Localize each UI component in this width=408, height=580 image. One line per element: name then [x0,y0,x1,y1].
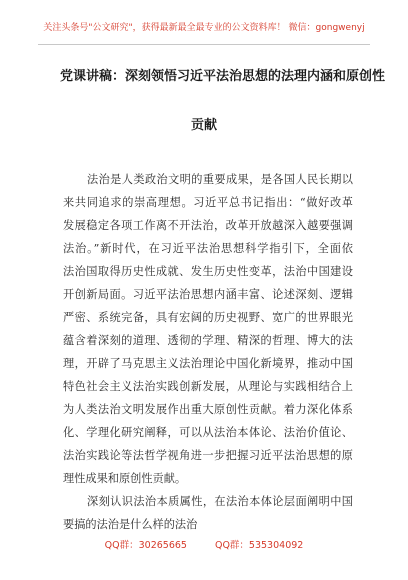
paragraph-line: 法治。”新时代，在习近平法治思想科学指引下，全面依 [63,242,353,255]
paragraph-line: 理性成果和原创性贡献。 [63,472,187,485]
paragraph-line: 发展稳定各项工作离不开法治，改革开放越深入越要强调 [63,219,353,232]
footer-qq-group-1: QQ群：30265665 [104,540,187,551]
paragraph-line: 法治国取得历史性成就、发生历史性变革，法治中国建设 [63,265,353,278]
document-title-continued: 贡献 [190,118,217,133]
paragraph-line: 开创新局面。习近平法治思想内涵丰富、论述深刻、逻辑 [63,288,353,301]
paragraph-line: 严密、系统完备，具有宏阔的历史视野、宽广的世界眼光 [63,311,353,324]
document-title: 党课讲稿：深刻领悟习近平法治思想的法理内涵和原创性 [60,69,386,84]
paragraph-line: 蕴含着深刻的道理、透彻的学理、精深的哲理、博大的法 [63,334,353,347]
paragraph-line: 化、学理化研究阐释，可以从法治本体论、法治价值论、 [63,426,353,439]
paragraph-line: 法治实践论等法哲学视角进一步把握习近平法治思想的原 [63,449,353,462]
paragraph-line: 为人类法治文明发展作出重大原创性贡献。着力深化体系 [63,403,353,416]
footer-contact [0,540,408,552]
paragraph-line: 来共同追求的崇高理想。习近平总书记指出：“做好改革 [63,196,353,209]
paragraph-line: 法治是人类政治文明的重要成果，是各国人民长期以 [87,173,353,186]
paragraph-line: 深刻认识法治本质属性，在法治本体论层面阐明中国 [87,495,353,508]
header-banner: 关注头条号"公文研究"，获得最新最全最专业的公文资料库！ 微信：gongwenyj [43,23,365,33]
paragraph-line: 特色社会主义法治实践创新发展，从理论与实践相结合上 [63,380,353,393]
footer-qq-group-2: QQ群：535304092 [214,540,304,551]
document-body [63,168,353,536]
header-divider [38,44,370,45]
paragraph-line: 要搞的法治是什么样的法治 [63,518,198,531]
paragraph-line: 理，开辟了马克思主义法治理论中国化新境界，推动中国 [63,357,353,370]
